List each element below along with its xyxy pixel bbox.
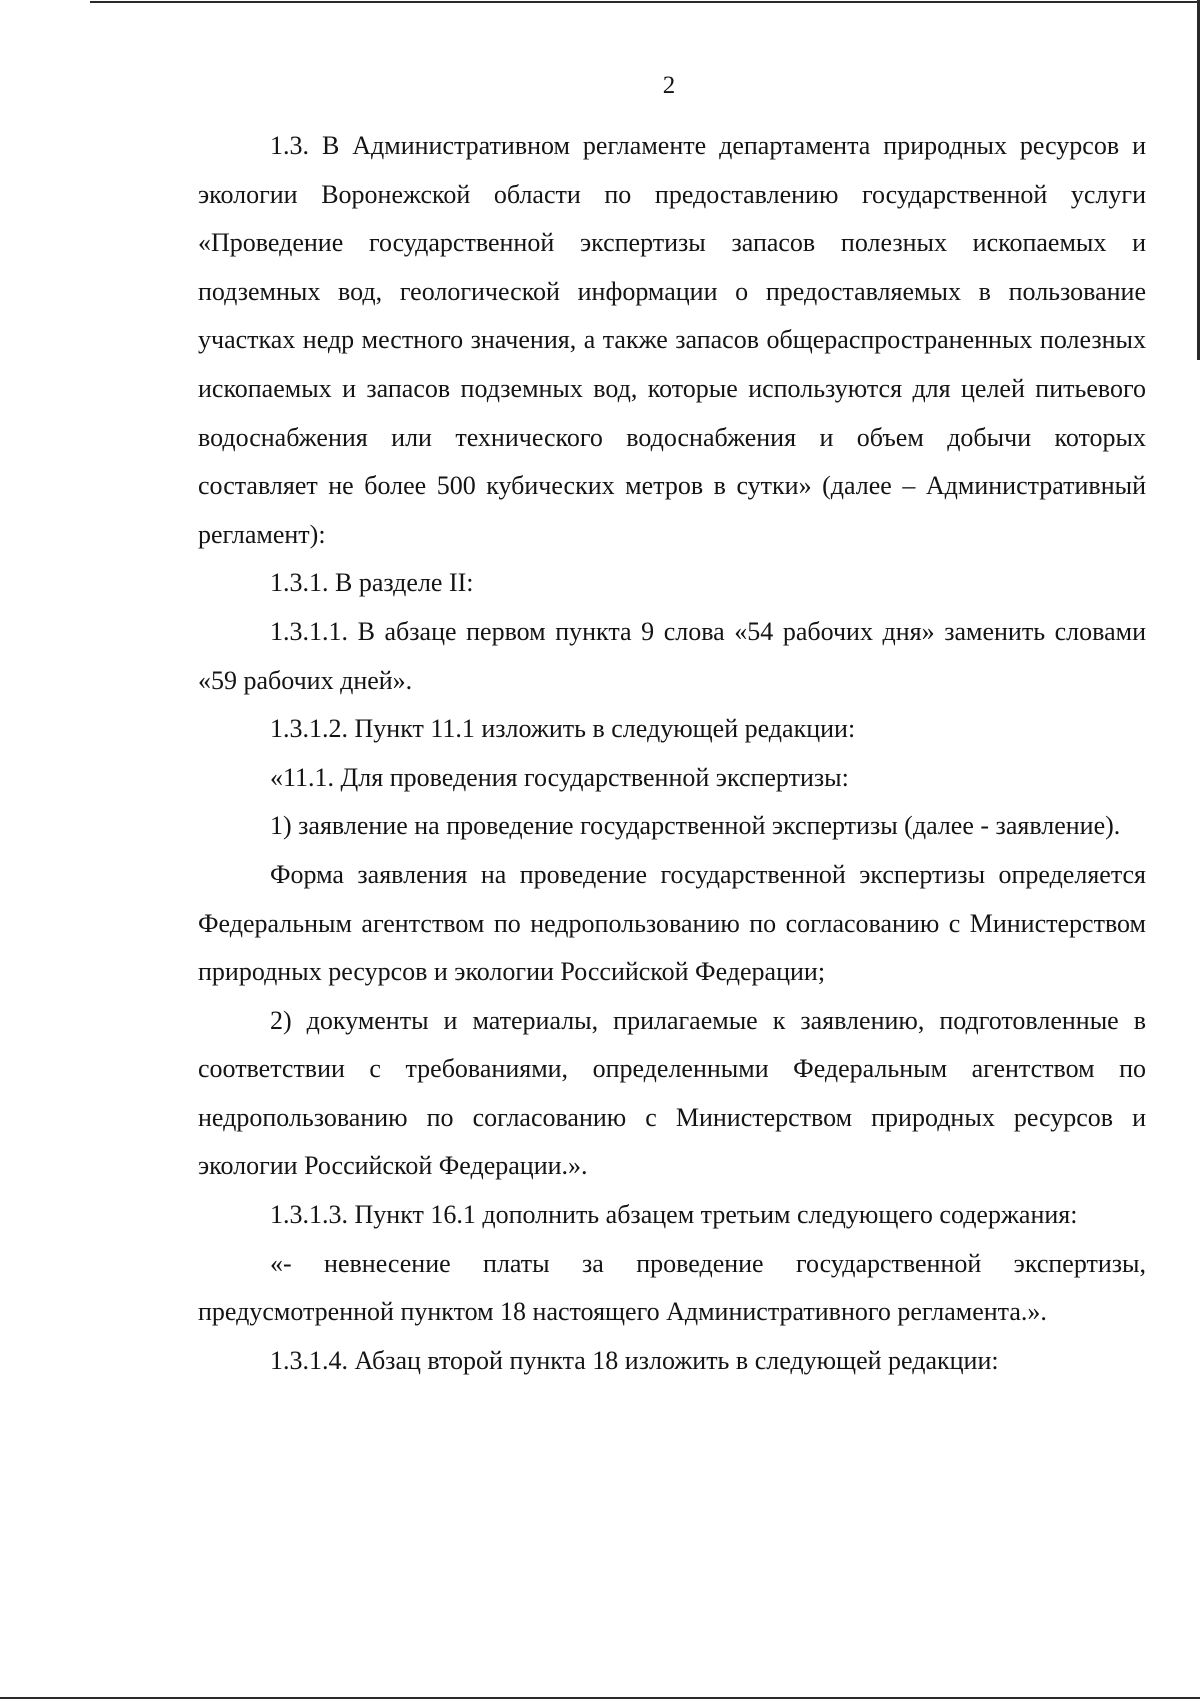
paragraph-item-2: 2) документы и материалы, прилагаемые к заявлению, подготовленные в соответствии с требованиями, определенными Федеральным агентством по недропользованию по согласованию с Министерством природных ресурсов и экологии Российской Федерации.».	[198, 1005, 1146, 1181]
paragraph-item-1: 1) заявление на проведение государственной экспертизы (далее - заявление).	[270, 811, 1121, 841]
paragraph-11-1-quote: «11.1. Для проведения государственной экспертизы:	[270, 762, 849, 792]
document-body	[198, 122, 1146, 1385]
paragraph-1-3-1-3: 1.3.1.3. Пункт 16.1 дополнить абзацем третьим следующего содержания:	[270, 1200, 1078, 1230]
paragraph-1-3: 1.3. В Административном регламенте департамента природных ресурсов и экологии Воронежской области по предоставлению государственной услуги «Проведение государственной экспертизы запасов полезных ископаемых и подземных вод, геологической информации о предоставляемых в пользование участках недр местного значения, а также запасов общераспространенных полезных ископаемых и запасов подземных вод, которые используются для целей питьевого водоснабжения или технического водоснабжения и объем добычи которых составляет не более 500 кубических метров в сутки» (далее – Административный регламент):	[198, 131, 1146, 549]
paragraph-form: Форма заявления на проведение государственной экспертизы определяется Федеральным агентством по недропользованию по согласованию с Министерством природных ресурсов и экологии Российской Федерации;	[198, 859, 1146, 987]
paragraph-1-3-1-4: 1.3.1.4. Абзац второй пункта 18 изложить в следующей редакции:	[270, 1345, 999, 1375]
scan-border-top	[90, 1, 1200, 3]
paragraph-1-3-1: 1.3.1. В разделе II:	[270, 568, 474, 598]
paragraph-1-3-1-2: 1.3.1.2. Пункт 11.1 изложить в следующей редакции:	[270, 714, 856, 744]
paragraph-1-3-1-1: 1.3.1.1. В абзаце первом пункта 9 слова «54 рабочих дня» заменить словами «59 рабочих дней».	[198, 616, 1146, 695]
paragraph-quote-payment: «- невнесение платы за проведение государственной экспертизы, предусмотренной пунктом 18 настоящего Административного регламента.».	[198, 1248, 1146, 1327]
scan-border-bottom	[0, 1697, 1200, 1699]
page-number: 2	[662, 72, 676, 99]
